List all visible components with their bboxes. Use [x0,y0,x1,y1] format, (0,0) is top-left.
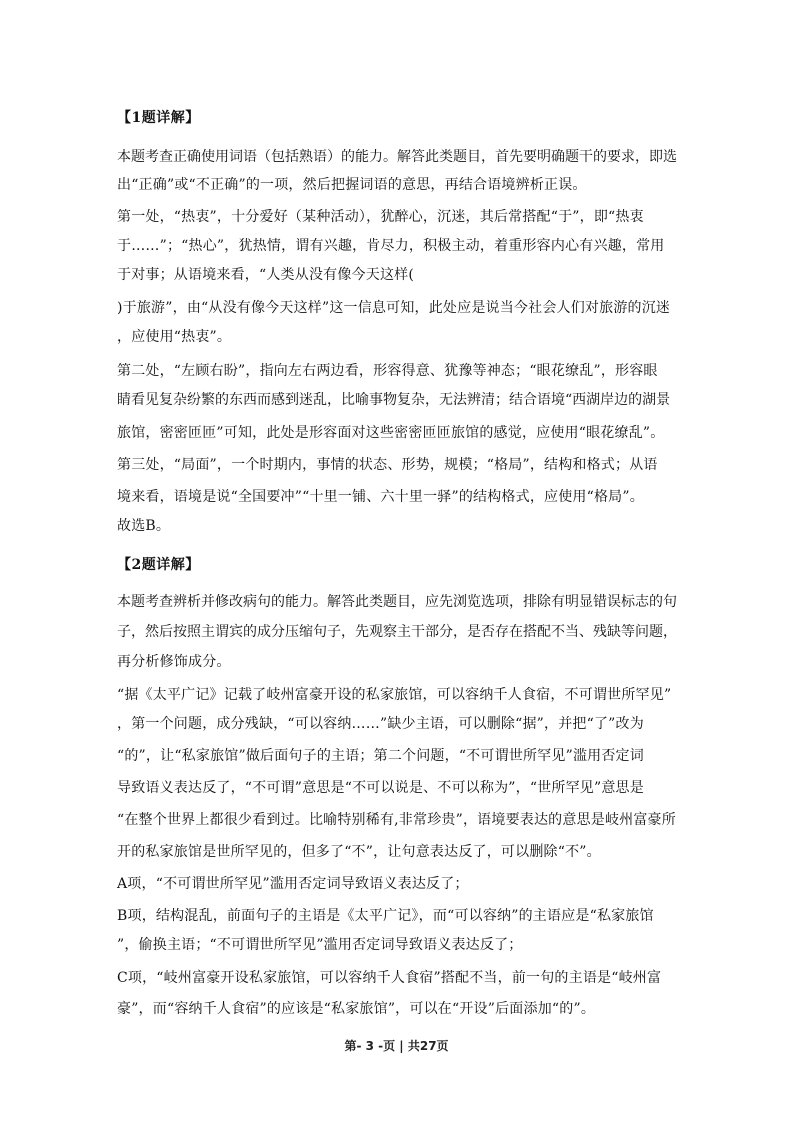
paragraph-line: 故选B。 [117,518,171,534]
paragraph-line: 本题考查正确使用词语（包括熟语）的能力。解答此类题目，首先要明确题干的要求，即选 [117,149,677,165]
paragraph-line: 再分析修饰成分。 [117,654,231,670]
paragraph-line: 开的私家旅馆是世所罕见的，但多了“不”，让句意表达反了，可以删除“不”。 [117,844,601,860]
paragraph-line: 于对事；从语境来看，“人类从没有像今天这样( [117,267,415,283]
paragraph-line: ”，偷换主语；“不可谓世所罕见”滥用否定词导致语义表达反了； [117,937,523,953]
paragraph-line: ，第一个问题，成分残缺，“可以容纳……”缺少主语，可以删除“据”，并把“了”改为 [117,716,644,732]
paragraph-line: 旅馆，密密匝匝”可知，此处是形容面对这些密密匝匝旅馆的感觉，应使用“眼花缭乱”。 [117,425,665,441]
paragraph-line: “据《太平广记》记载了岐州富豪开设的私家旅馆，可以容纳千人食宿，不可谓世所罕见” [117,687,672,703]
paragraph-line: 于……”；“热心”，犹热情，谓有兴趣，肯尽力，积极主动，着重形容内心有兴趣，常用 [117,238,665,254]
paragraph-line: 第二处，“左顾右盼”，指向左右两边看，形容得意、犹豫等神态；“眼花缭乱”，形容眼 [117,363,658,379]
paragraph-line: ，应使用“热衷”。 [117,329,232,345]
paragraph-line: 境来看，语境是说“全国要冲”“十里一铺、六十里一驿”的结构格式，应使用“格局”。 [117,489,644,505]
paragraph-line: 导致语义表达反了，“不可谓”意思是“不可以说是、不可以称为”，“世所罕见”意思是 [117,780,644,796]
paragraph-line: 豪”，而“容纳千人食宿”的应该是“私家旅馆”，可以在“开设”后面添加“的”。 [117,1001,596,1017]
section-2-heading: 【2题详解】 [117,557,200,573]
section-1-heading: 【1题详解】 [117,110,200,126]
page-footer: 第- 3 -页 | 共27页 [344,1039,449,1053]
paragraph-line: 第三处，“局面”，一个时期内，事情的状态、形势，规模；“格局”，结构和格式；从语 [117,457,658,473]
paragraph-line: 出“正确”或“不正确”的一项，然后把握词语的意思，再结合语境辨析正误。 [117,177,587,193]
paragraph-line: 子，然后按照主谓宾的成分压缩句子，先观察主干部分，是否存在搭配不当、残缺等问题， [117,624,677,640]
paragraph-line: C项，“岐州富豪开设私家旅馆，可以容纳千人食宿”搭配不当，前一句的主语是“岐州富 [117,970,662,986]
paragraph-line: “在整个世界上都很少看到过。比喻特别稀有,非常珍贵”，语境要表达的意思是岐州富豪所 [117,812,676,828]
paragraph-line: B项，结构混乱，前面句子的主语是《太平广记》，而“可以容纳”的主语应是“私家旅馆 [117,908,654,924]
paragraph-line: 睛看见复杂纷繁的东西而感到迷乱，比喻事物复杂，无法辨清；结合语境“西湖岸边的湖景 [117,392,671,408]
paragraph-line: )于旅游”，由“从没有像今天这样”这一信息可知，此处应是说当今社会人们对旅游的沉迷 [117,300,671,316]
paragraph-line: “的”，让“私家旅馆”做后面句子的主语；第二个问题，“不可谓世所罕见”滥用否定词 [117,748,644,764]
paragraph-line: 第一处，“热衷”，十分爱好（某种活动），犹醉心，沉迷，其后常搭配“于”，即“热衷 [117,209,644,225]
paragraph-line: 本题考查辨析并修改病句的能力。解答此类题目，应先浏览选项，排除有明显错误标志的句 [117,594,677,610]
paragraph-line: A项，“不可谓世所罕见”滥用否定词导致语义表达反了； [117,876,469,892]
